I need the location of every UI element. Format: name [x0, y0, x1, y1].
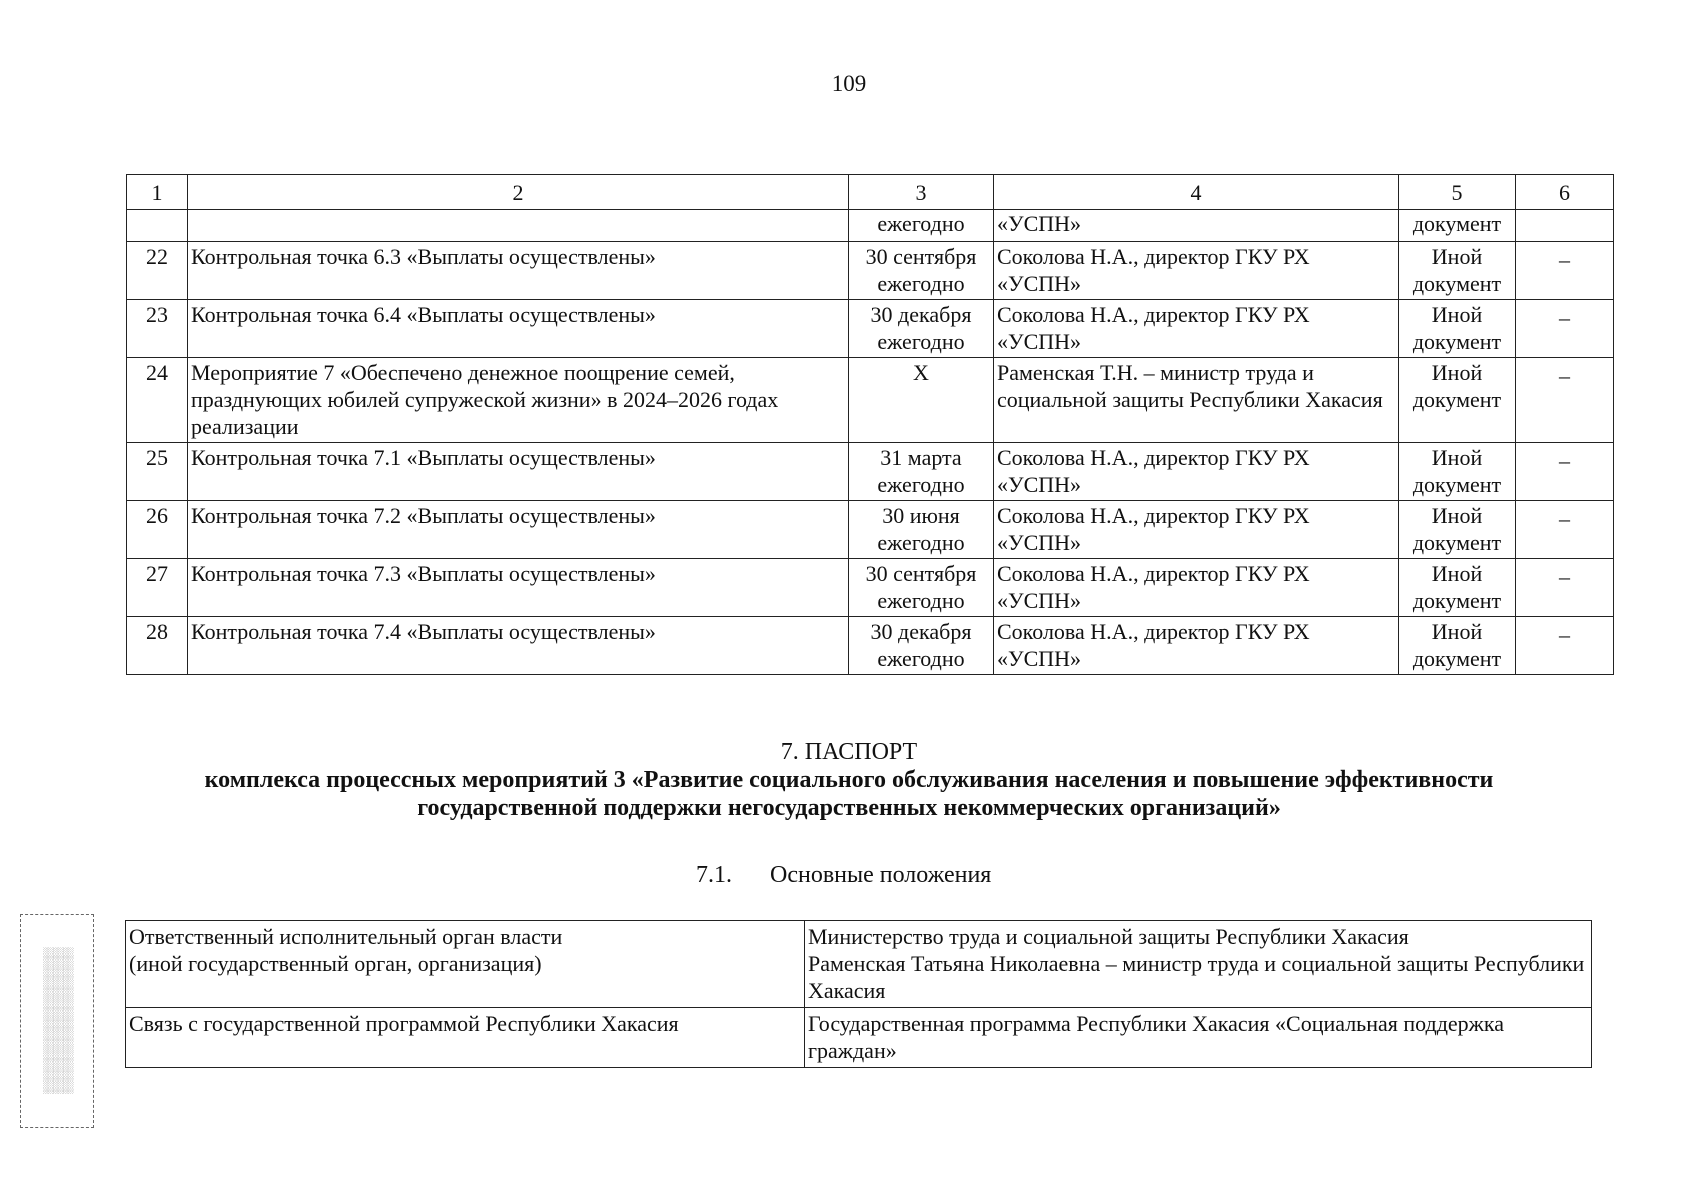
row-number: 26: [127, 501, 188, 559]
document-cell: Иной документ: [1399, 358, 1516, 443]
table-header-row: [127, 175, 1614, 210]
document-cell: Иной документ: [1399, 501, 1516, 559]
section-title: Основные положения: [770, 862, 992, 888]
section-number: 7.1.: [696, 862, 732, 888]
document-stamp: [20, 914, 94, 1128]
passport-heading: [0, 738, 1698, 822]
table-row: [126, 1008, 1592, 1068]
row-number: 28: [127, 617, 188, 675]
note-cell: –: [1516, 358, 1614, 443]
document-cell: Иной документ: [1399, 617, 1516, 675]
document-cell: Иной документ: [1399, 559, 1516, 617]
responsible-cell: Соколова Н.А., директор ГКУ РХ «УСПН»: [994, 501, 1399, 559]
row-name: Контрольная точка 7.4 «Выплаты осуществлены»: [188, 617, 849, 675]
row-number: 27: [127, 559, 188, 617]
value-cell: Государственная программа Республики Хакасия «Социальная поддержка граждан»: [805, 1008, 1592, 1068]
row-name: Контрольная точка 7.1 «Выплаты осуществлены»: [188, 443, 849, 501]
table-row-continuation: [127, 210, 1614, 242]
section-heading: [696, 862, 991, 889]
responsible-cell: Соколова Н.А., директор ГКУ РХ «УСПН»: [994, 443, 1399, 501]
date-cell: 30 сентября ежегодно: [849, 242, 994, 300]
events-table: [126, 174, 1614, 675]
date-cell: X: [849, 358, 994, 443]
row-number: 24: [127, 358, 188, 443]
row-name: Контрольная точка 7.3 «Выплаты осуществлены»: [188, 559, 849, 617]
row-name: Контрольная точка 6.3 «Выплаты осуществлены»: [188, 242, 849, 300]
column-header: 6: [1516, 175, 1614, 210]
responsible-cell: Соколова Н.А., директор ГКУ РХ «УСПН»: [994, 242, 1399, 300]
basic-provisions-table: [125, 920, 1592, 1068]
responsible-cell: «УСПН»: [994, 210, 1399, 242]
stamp-text-lines: ░░░░░░░░░░░░░░░░░░░░░░░ ░░░░░░░░░░░░░░░░░░░░░░░ ░░░░░░░░░░░░░░░░░░░░░░░: [43, 947, 73, 1095]
table-row: [127, 300, 1614, 358]
row-number: 22: [127, 242, 188, 300]
passport-title: 7. ПАСПОРТ: [780, 739, 918, 765]
column-header: 5: [1399, 175, 1516, 210]
column-header: 1: [127, 175, 188, 210]
passport-subtitle-line: государственной поддержки негосударственных некоммерческих организаций»: [417, 795, 1281, 821]
responsible-cell: Раменская Т.Н. – министр труда и социальной защиты Республики Хакасия: [994, 358, 1399, 443]
date-cell: ежегодно: [849, 210, 994, 242]
responsible-cell: Соколова Н.А., директор ГКУ РХ «УСПН»: [994, 617, 1399, 675]
note-cell: –: [1516, 559, 1614, 617]
note-cell: [1516, 210, 1614, 242]
row-number: 25: [127, 443, 188, 501]
table-row-event: [127, 358, 1614, 443]
row-name: Контрольная точка 6.4 «Выплаты осуществлены»: [188, 300, 849, 358]
date-cell: 30 июня ежегодно: [849, 501, 994, 559]
row-number: 23: [127, 300, 188, 358]
table-row: [127, 242, 1614, 300]
column-header: 3: [849, 175, 994, 210]
label-cell: Связь с государственной программой Республики Хакасия: [126, 1008, 805, 1068]
date-cell: 30 декабря ежегодно: [849, 300, 994, 358]
row-name: Мероприятие 7 «Обеспечено денежное поощрение семей, празднующих юбилей супружеской жизни» в 2024–2026 годах реализации: [188, 358, 849, 443]
column-header: 2: [188, 175, 849, 210]
table-row: [127, 617, 1614, 675]
note-cell: –: [1516, 300, 1614, 358]
note-cell: –: [1516, 501, 1614, 559]
page-number: 109: [831, 71, 867, 96]
responsible-cell: Соколова Н.А., директор ГКУ РХ «УСПН»: [994, 300, 1399, 358]
document-cell: Иной документ: [1399, 443, 1516, 501]
note-cell: –: [1516, 443, 1614, 501]
date-cell: 30 сентября ежегодно: [849, 559, 994, 617]
document-cell: Иной документ: [1399, 300, 1516, 358]
note-cell: –: [1516, 617, 1614, 675]
label-cell: Ответственный исполнительный орган власти (иной государственный орган, организация): [126, 921, 805, 1008]
column-header: 4: [994, 175, 1399, 210]
table-row: [127, 443, 1614, 501]
table-row: [127, 501, 1614, 559]
note-cell: –: [1516, 242, 1614, 300]
row-name: Контрольная точка 7.2 «Выплаты осуществлены»: [188, 501, 849, 559]
responsible-cell: Соколова Н.А., директор ГКУ РХ «УСПН»: [994, 559, 1399, 617]
document-cell: документ: [1399, 210, 1516, 242]
date-cell: 31 марта ежегодно: [849, 443, 994, 501]
table-row: [126, 921, 1592, 1008]
value-cell: Министерство труда и социальной защиты Республики Хакасия Раменская Татьяна Николаевна – министр труда и социальной защиты Республики Хакасия: [805, 921, 1592, 1008]
table-row: [127, 559, 1614, 617]
passport-subtitle-line: комплекса процессных мероприятий 3 «Развитие социального обслуживания населения и повышение эффективности: [204, 767, 1494, 793]
date-cell: 30 декабря ежегодно: [849, 617, 994, 675]
document-cell: Иной документ: [1399, 242, 1516, 300]
